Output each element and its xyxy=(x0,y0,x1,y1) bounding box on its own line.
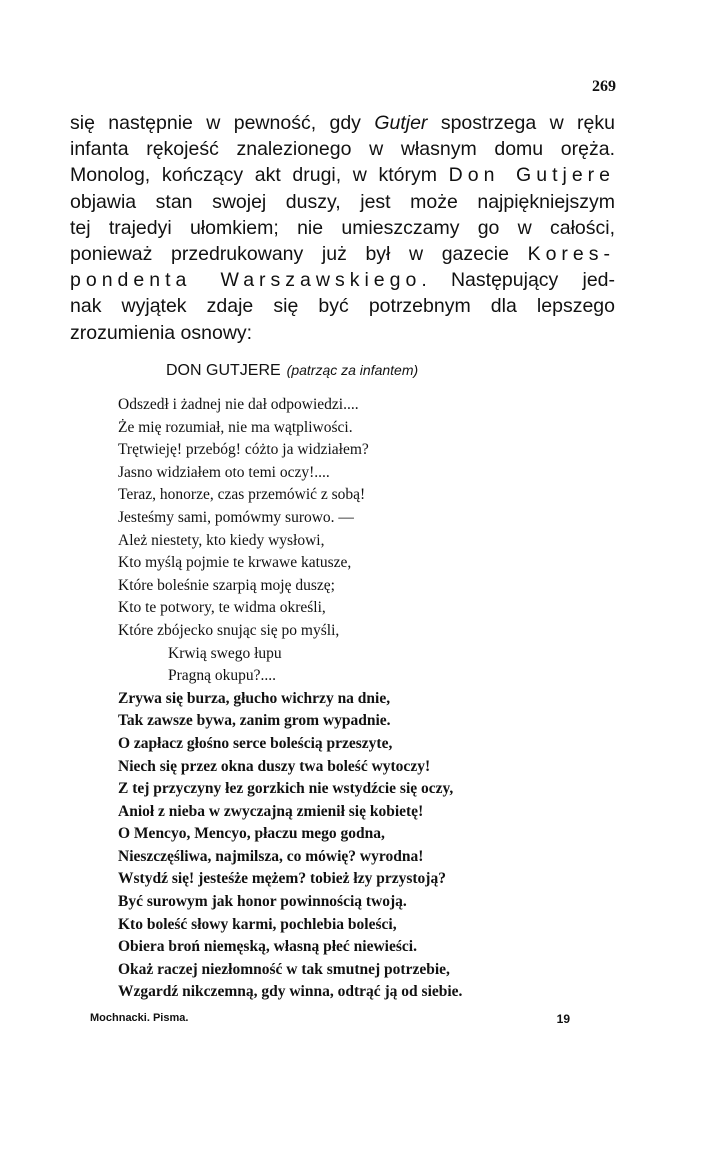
verse-line: Z tej przyczyny łez gorzkich nie wstydźcie się oczy, xyxy=(118,780,454,798)
verse-line-indented: Pragną okupu?.... xyxy=(168,667,277,685)
verse-line: Niech się przez okna duszy twa boleść wytoczy! xyxy=(118,757,431,775)
verse-line: Teraz, honorze, czas przemówić z sobą! xyxy=(118,486,366,504)
prose-line-6-start: ponieważ przedrukowany już był w gazecie xyxy=(70,243,528,266)
verse-line: Nieszczęśliwa, najmilsza, co mówię? wyrodna! xyxy=(118,847,424,865)
verse-line: Jesteśmy sami, pomówmy surowo. — xyxy=(118,508,354,526)
verse-block xyxy=(118,394,588,1004)
footer-signature-number: 19 xyxy=(556,1012,570,1026)
verse-line: Które boleśnie szarpią moję duszę; xyxy=(118,576,335,594)
prose-line-3 xyxy=(70,162,615,188)
verse-line: Okaż raczej niezłomność w tak smutnej potrzebie, xyxy=(118,960,450,978)
verse-line-indented: Krwią swego łupu xyxy=(168,644,282,662)
speaker-heading xyxy=(166,362,566,380)
verse-line: Kto myślą pojmie te krwawe katusze, xyxy=(118,554,352,572)
prose-line-6-spaced-title: Kores- xyxy=(527,243,615,266)
prose-line-2: infanta rękojeść znalezionego w własnym domu oręża. xyxy=(70,138,615,161)
verse-line: Obiera broń niemęską, własną płeć niewieści. xyxy=(118,938,417,956)
verse-line: O Mencyo, Mencyo, płaczu mego godna, xyxy=(118,825,385,843)
prose-line-1-start: się następnie w pewność, gdy xyxy=(70,112,375,134)
verse-line: Zrywa się burza, głucho wichrzy na dnie, xyxy=(118,689,391,707)
prose-line-3-spaced-name: Don Gutjere xyxy=(448,164,616,187)
prose-line-9: zrozumienia osnowy: xyxy=(70,321,253,344)
verse-line: Jasno widziałem oto temi oczy!.... xyxy=(118,463,330,481)
verse-line: Tak zawsze bywa, zanim grom wypadnie. xyxy=(118,712,391,730)
verse-line: Kto boleść słowy karmi, pochlebia boleści, xyxy=(118,915,397,933)
prose-line-1 xyxy=(70,110,615,136)
prose-line-5: tej trajedyi ułomkiem; nie umieszczamy go w całości, xyxy=(70,216,615,239)
verse-line: Ależ niestety, kto kiedy wysłowi, xyxy=(118,531,325,549)
page-number: 269 xyxy=(592,78,616,95)
prose-line-4: objawia stan swojej duszy, jest może najpiękniejszym xyxy=(70,190,615,213)
verse-line: Kto te potwory, te widma określi, xyxy=(118,599,326,617)
verse-line: Wstydź się! jesteśże mężem? tobież łzy przystoją? xyxy=(118,870,446,888)
prose-line-7-spaced-title: pondenta Warszawskiego xyxy=(70,269,422,292)
prose-paragraph xyxy=(70,110,615,346)
stage-direction: (patrząc za infantem) xyxy=(286,362,419,378)
prose-line-7 xyxy=(70,267,615,293)
verse-line: Że mię rozumiał, nie ma wątpliwości. xyxy=(118,418,353,436)
verse-line: Trętwieję! przebóg! cóżto ja widziałem? xyxy=(118,441,369,459)
speaker-name: DON GUTJERE xyxy=(166,362,281,379)
prose-line-6 xyxy=(70,241,615,267)
verse-line: Anioł z nieba w zwyczajną zmienił się kobietę! xyxy=(118,802,424,820)
verse-line: Które zbójecko snując się po myśli, xyxy=(118,621,340,639)
verse-line: Być surowym jak honor powinnością twoją. xyxy=(118,893,407,911)
prose-line-1-italic-name: Gutjer xyxy=(374,112,428,134)
prose-line-1-end: spostrzega w ręku xyxy=(427,112,615,134)
verse-line: Odszedł i żadnej nie dał odpowiedzi.... xyxy=(118,396,359,413)
verse-line: O zapłacz głośno serce boleścią przeszyte, xyxy=(118,734,393,752)
prose-line-7-end: . Następujący jed- xyxy=(421,269,615,292)
verse-line: Wzgardź nikczemną, gdy winna, odtrąć ją od siebie. xyxy=(118,983,463,1001)
footer-signature: Mochnacki. Pisma. xyxy=(90,1012,189,1024)
prose-line-8: nak wyjątek zdaje się być potrzebnym dla lepszego xyxy=(70,295,615,318)
prose-line-3-start: Monolog, kończący akt drugi, w którym xyxy=(70,164,449,187)
